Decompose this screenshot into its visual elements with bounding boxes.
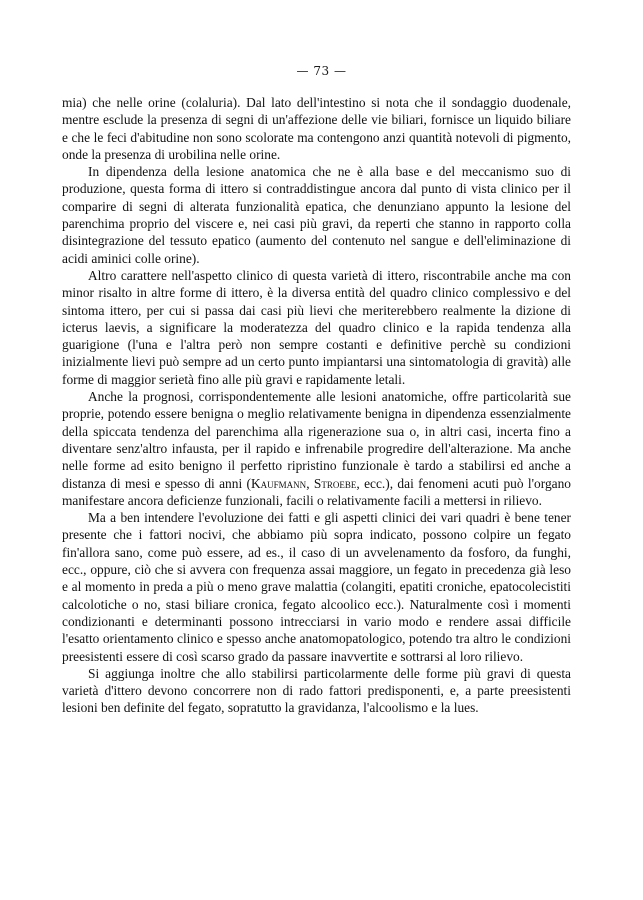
paragraph-text: Altro carattere nell'aspetto clinico di questa varietà di ittero, riscontrabile anche ma con minor risalto in altre forme di ittero, è la diversa entità del quadro clinico complessivo e del sintoma ittero, per cui si passa dai casi più lievi che meriterebbero realmente la dizione di icterus laevis, a significare la moderatezza del quadro clinico e la rapida tendenza alla guarigione (l'una e l'altra però non sempre costanti e definitive perchè su condizioni inizialmente lievi può sempre ad un certo punto impiantarsi una sintomatologia di gravità) alle forme di maggior serietà fino alle più gravi e rapidamente letali. — [62, 267, 571, 387]
paragraph-prognosi — [62, 388, 571, 509]
paragraph-fattori-nocivi — [62, 509, 571, 665]
paragraph-colaluria — [62, 94, 571, 163]
paragraph-text: Ma a ben intendere l'evoluzione dei fatti e gli aspetti clinici dei vari quadri è bene tener presente che i fattori nocivi, che abbiamo più sopra indicato, possono colpire un fegato fin'allora sano, come può essere, ad es., il caso di un avvelenamento da fosforo, da funghi, ecc., oppure, ciò che si avvera con frequenza assai maggiore, un fegato in precedenza già leso e al momento in preda a più o meno grave malattia (colangiti, epatiti croniche, epatocolecistiti calcolotiche o no, stasi biliare cronica, fegato alcoolico ecc.). Naturalmente così i momenti condizionanti e determinanti possono intrecciarsi in vario modo e rendere assai difficile l'esatto orientamento clinico e spesso anche anatomopatologico, potendo tra altro le condizioni preesistenti essere di così scarso grado da passare inavvertite e sottrarsi al loro rilievo. — [62, 510, 571, 664]
author-citation: Kaufmann — [251, 475, 307, 491]
page-number: — 73 — — [296, 64, 347, 78]
paragraph-text: , — [306, 475, 314, 491]
paragraph-text: In dipendenza della lesione anatomica che ne è alla base e del meccanismo suo di produzione, questa forma di ittero si contraddistingue ancora dal punto di vista clinico per il comparire di segni di alterata funzionalità epatica, che denunziano appunto la lesione del parenchima proprio del viscere e, nei casi più gravi, da reperti che stanno in rapporto colla disintegrazione del tessuto epatico (aumento del contenuto nel sangue e dell'eliminazione di acidi aminici colle orine). — [62, 164, 571, 266]
paragraph-fattori-predisponenti — [62, 665, 571, 717]
author-citation: Stroebe — [313, 475, 357, 491]
body-text — [62, 94, 571, 717]
paragraph-lesione-anatomica — [62, 163, 571, 267]
paragraph-aspetto-clinico — [62, 267, 571, 388]
paragraph-text: Si aggiunga inoltre che allo stabilirsi particolarmente delle forme più gravi di questa varietà d'ittero devono concorrere non di rado fattori predisponenti, e, a parte preesistenti lesioni ben definite del fegato, sopratutto la gravidanza, l'alcoolismo e la lues. — [62, 665, 571, 716]
paragraph-text: Anche la prognosi, corrispondentemente alle lesioni anatomiche, offre particolarità sue proprie, potendo essere benigna o meglio relativamente benigna in dipendenza essenzialmente della spiccata tendenza del parenchima alla rigenerazione sua o, in altri casi, incerta fino a diventare senz'altro infausta, per il rapido e infrenabile progredire dell'alterazione. Ma anche nelle forme ad esito benigno il perfetto ripristino funzionale è tardo a stabilirsi ed anche a distanza di mesi e spesso di anni ( — [62, 389, 571, 491]
paragraph-text: , ecc.), dai fenomeni acuti può l'organo manifestare ancora deficienze funzionali, facili o relativamente facili a mettersi in rilievo. — [62, 475, 572, 508]
paragraph-text: mia) che nelle orine (colaluria). Dal lato dell'intestino si nota che il sondaggio duodenale, mentre esclude la presenza di segni di un'affezione delle vie biliari, fornisce un liquido biliare e che le feci d'abitudine non sono scolorate ma contengono anzi quantità notevoli di pigmento, onde la presenza di urobilina nelle orine. — [62, 95, 571, 162]
